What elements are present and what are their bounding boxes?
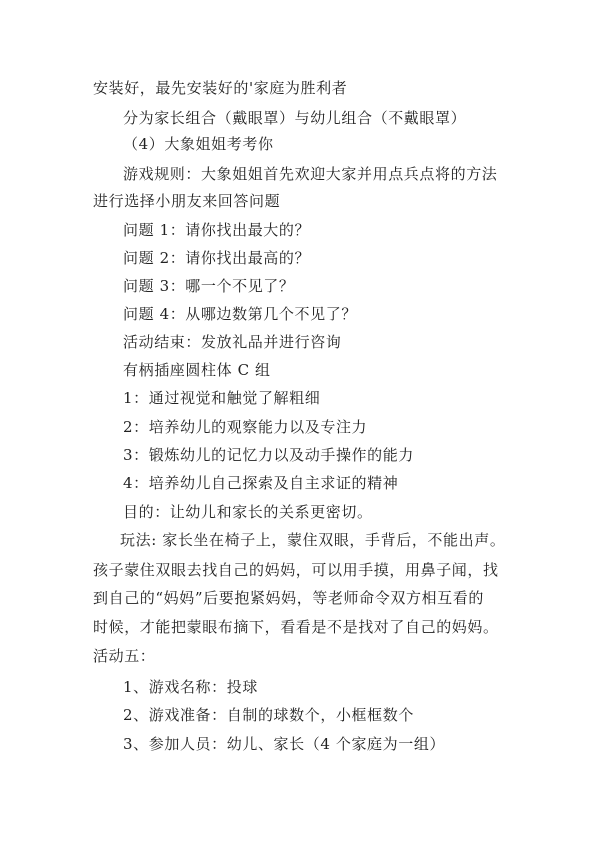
paragraph-line: 时候，才能把蒙眼布摘下，看看是不是找对了自己的妈妈。 (93, 618, 499, 636)
list-item: 4：培养幼儿自己探索及自主求证的精神 (123, 474, 399, 492)
paragraph-line: 孩子蒙住双眼去找自己的妈妈，可以用手摸，用鼻子闻，找 (93, 561, 499, 579)
question-line: 问题 1：请你找出最大的？ (123, 221, 311, 239)
list-item: 2：培养幼儿的观察能力以及专注力 (123, 418, 368, 436)
text-line: 进行选择小朋友来回答问题 (93, 192, 281, 210)
list-item: 3、参加人员：幼儿、家长（4 个家庭为一组） (123, 735, 446, 753)
question-line: 问题 2：请你找出最高的？ (123, 249, 311, 267)
list-item: 1、游戏名称：投球 (123, 678, 258, 696)
list-item: 2、游戏准备：自制的球数个，小框框数个 (123, 706, 414, 724)
list-item: 1：通过视觉和触觉了解粗细 (123, 389, 321, 407)
question-line: 问题 4：从哪边数第几个不见了？ (123, 305, 357, 323)
text-line: 活动结束：发放礼品并进行咨询 (123, 333, 342, 351)
section-heading: 活动五： (93, 647, 156, 665)
question-line: 问题 3：哪一个不见了？ (123, 277, 295, 295)
heading-line: （4）大象姐姐考考你 (123, 135, 274, 153)
heading-line: 有柄插座圆柱体 C 组 (123, 361, 271, 379)
paragraph-line: 到自己的“妈妈”后要抱紧妈妈，等老师命令双方相互看的 (93, 589, 484, 607)
text-line: 目的：让幼儿和家长的关系更密切。 (123, 503, 373, 521)
list-item: 3：锻炼幼儿的记忆力以及动手操作的能力 (123, 446, 414, 464)
text-line: 分为家长组合（戴眼罩）与幼儿组合（不戴眼罩） (123, 109, 467, 127)
text-line: 游戏规则：大象姐姐首先欢迎大家并用点兵点将的方法 (123, 165, 498, 183)
paragraph-line: 玩法: 家长坐在椅子上，蒙住双眼，手背后，不能出声。 (120, 531, 506, 549)
text-line: 安装好，最先安装好的'家庭为胜利者 (93, 79, 348, 97)
